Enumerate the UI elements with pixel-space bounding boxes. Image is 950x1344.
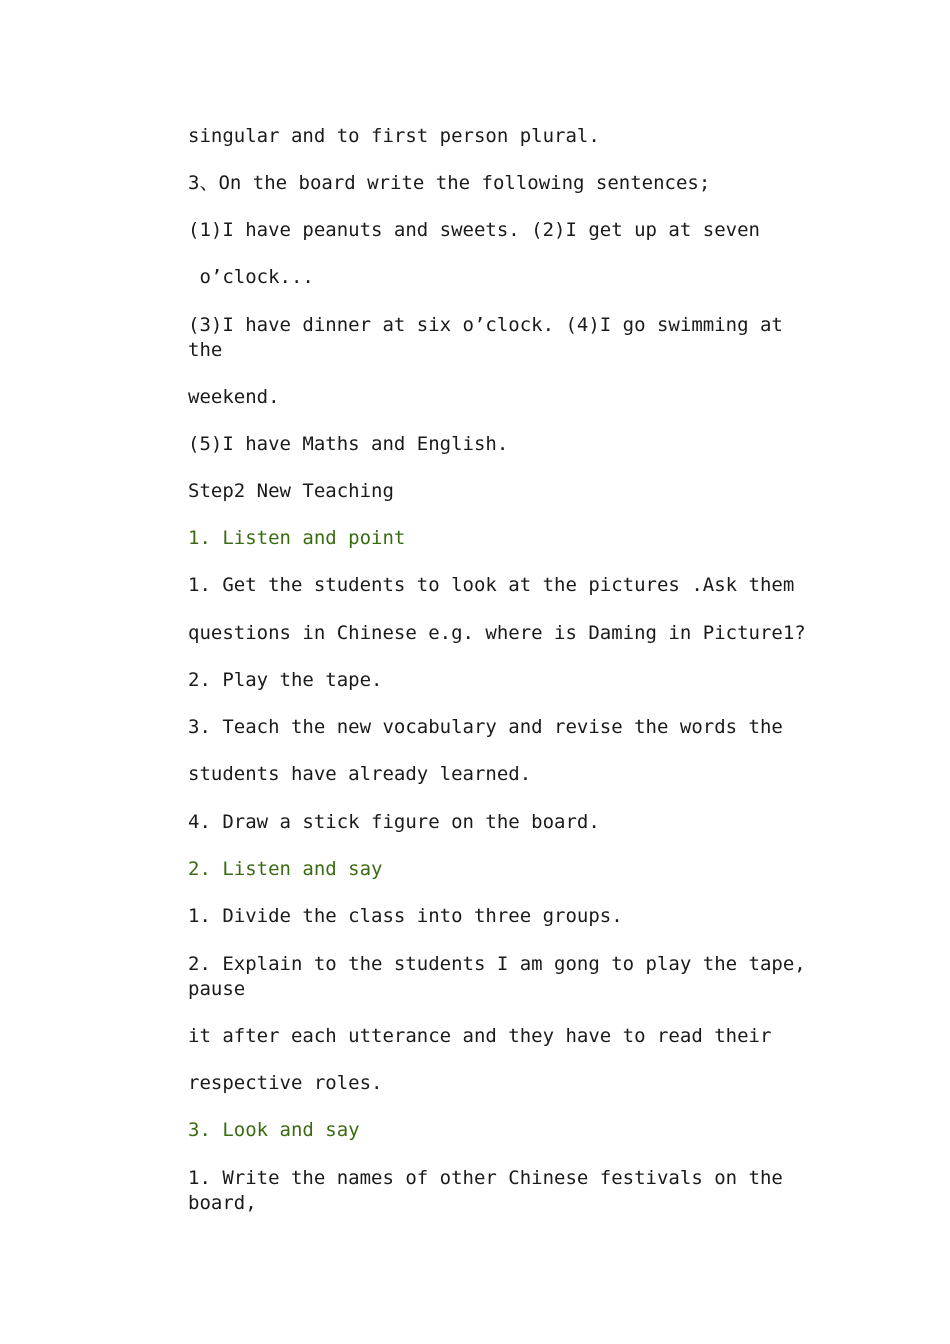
text-line: 3. Teach the new vocabulary and revise the words the	[188, 716, 783, 738]
text-line: 2. Explain to the students I am gong to play the tape,	[188, 953, 806, 975]
text-line: respective roles.	[188, 1072, 383, 1094]
text-line: 1. Write the names of other Chinese festivals on the	[188, 1167, 783, 1189]
text-line: questions in Chinese e.g. where is Daming in Picture1?	[188, 622, 806, 644]
text-line: pause	[188, 978, 246, 1000]
text-line: 1. Divide the class into three groups.	[188, 905, 623, 927]
text-line: it after each utterance and they have to read their	[188, 1025, 772, 1047]
text-line: 4. Draw a stick figure on the board.	[188, 811, 600, 833]
text-line: 2. Play the tape.	[188, 669, 383, 691]
text-line: (3)I have dinner at six o’clock. (4)I go swimming at	[188, 314, 783, 336]
section-title: Step2 New Teaching	[188, 480, 394, 502]
text-line: (5)I have Maths and English.	[188, 433, 509, 455]
subsection-heading: 1. Listen and point	[188, 527, 406, 549]
text-line: students have already learned.	[188, 763, 532, 785]
text-line: 1. Get the students to look at the pictures .Ask them	[188, 574, 795, 596]
text-line: board,	[188, 1192, 257, 1214]
subsection-heading: 3. Look and say	[188, 1119, 360, 1141]
text-line: 3、On the board write the following sentences;	[188, 172, 711, 194]
text-line: (1)I have peanuts and sweets. (2)I get up at seven	[188, 219, 760, 241]
subsection-heading: 2. Listen and say	[188, 858, 383, 880]
text-line: singular and to first person plural.	[188, 125, 600, 147]
text-line: the	[188, 339, 223, 361]
text-line: o’clock...	[188, 266, 314, 288]
text-line: weekend.	[188, 386, 280, 408]
